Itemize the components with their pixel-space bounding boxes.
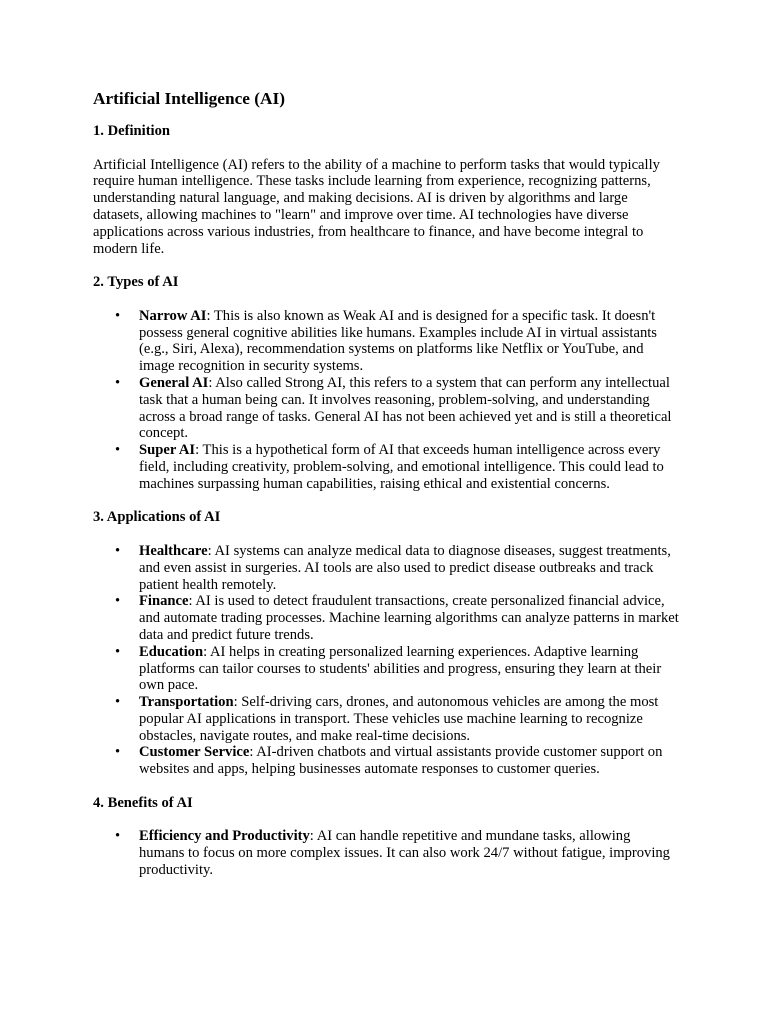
- list-item-healthcare: [115, 542, 679, 593]
- term-label: Education: [139, 643, 204, 660]
- list-item-education: [115, 643, 679, 694]
- benefits-list: [93, 828, 679, 878]
- list-item-general-ai: [115, 374, 679, 442]
- list-item-efficiency: [115, 828, 679, 879]
- applications-list: [93, 543, 679, 778]
- list-item-finance: [115, 593, 679, 643]
- list-item-customer-service: [115, 744, 679, 778]
- term-description: : Self-driving cars, drones, and autonomous vehicles are among the most popular AI applications in transport. These vehicles use machine learning to recognize obstacles, navigate routes, and make real-time decisions.: [139, 694, 659, 744]
- section-heading-benefits: 4. Benefits of AI: [93, 794, 193, 811]
- term-label: Healthcare: [139, 542, 208, 559]
- bullet-icon: •: [115, 374, 121, 391]
- bullet-icon: •: [115, 643, 121, 660]
- term-label: Finance: [139, 593, 189, 610]
- list-item-super-ai: [115, 442, 679, 492]
- term-description: : Also called Strong AI, this refers to a system that can perform any intellectual task that a human being can. It involves reasoning, problem-solving, and understanding across a broad range of tasks. General AI has not been achieved yet and is still a theoretical concept.: [139, 374, 672, 442]
- term-description: : This is also known as Weak AI and is designed for a specific task. It doesn't possess general cognitive abilities like humans. Examples include AI in virtual assistants (e.g., Siri, Alexa), recommendation systems on platforms like Netflix or YouTube, and image recognition in security systems.: [139, 307, 657, 375]
- term-label: Customer Service: [139, 744, 250, 761]
- definition-paragraph: Artificial Intelligence (AI) refers to the ability of a machine to perform tasks that would typically require human intelligence. These tasks include learning from experience, recognizing patterns, understanding natural language, and making decisions. AI is driven by algorithms and large datasets, allowing machines to "learn" and improve over time. AI technologies have diverse applications across various industries, from healthcare to finance, and have become integral to modern life.: [93, 156, 660, 257]
- bullet-icon: •: [115, 828, 121, 845]
- bullet-icon: •: [115, 442, 121, 459]
- bullet-icon: •: [115, 542, 121, 559]
- term-description: : AI is used to detect fraudulent transactions, create personalized financial advice, and automate trading processes. Machine learning algorithms can analyze patterns in market data and predict future trends.: [139, 593, 679, 643]
- document-page: [93, 89, 693, 896]
- term-label: Transportation: [139, 694, 234, 711]
- term-description: : AI systems can analyze medical data to diagnose diseases, suggest treatments, and even assist in surgeries. AI tools are also used to predict disease outbreaks and track patient health remotely.: [139, 542, 671, 593]
- section-heading-applications: 3. Applications of AI: [93, 509, 221, 526]
- document-title: Artificial Intelligence (AI): [93, 89, 285, 108]
- term-description: : AI-driven chatbots and virtual assistants provide customer support on websites and apps, helping businesses automate responses to customer queries.: [139, 744, 663, 778]
- section-heading-definition: 1. Definition: [93, 123, 171, 139]
- term-description: : AI helps in creating personalized learning experiences. Adaptive learning platforms can tailor courses to students' abilities and progress, ensuring they learn at their own pace.: [139, 643, 662, 694]
- bullet-icon: •: [115, 307, 121, 324]
- term-description: : AI can handle repetitive and mundane tasks, allowing humans to focus on more complex issues. It can also work 24/7 without fatigue, improving productivity.: [139, 828, 670, 879]
- term-label: Narrow AI: [139, 307, 207, 324]
- section-heading-types: 2. Types of AI: [93, 274, 179, 291]
- bullet-icon: •: [115, 593, 121, 610]
- term-description: : This is a hypothetical form of AI that exceeds human intelligence across every field, including creativity, problem-solving, and emotional intelligence. This could lead to machines surpassing human capabilities, raising ethical and existential concerns.: [139, 442, 664, 492]
- bullet-icon: •: [115, 744, 121, 761]
- term-label: Super AI: [139, 442, 196, 459]
- term-label: General AI: [139, 374, 209, 391]
- list-item-narrow-ai: [115, 307, 679, 375]
- bullet-icon: •: [115, 694, 121, 711]
- types-list: [93, 308, 679, 493]
- list-item-transportation: [115, 694, 679, 744]
- term-label: Efficiency and Productivity: [139, 828, 310, 845]
